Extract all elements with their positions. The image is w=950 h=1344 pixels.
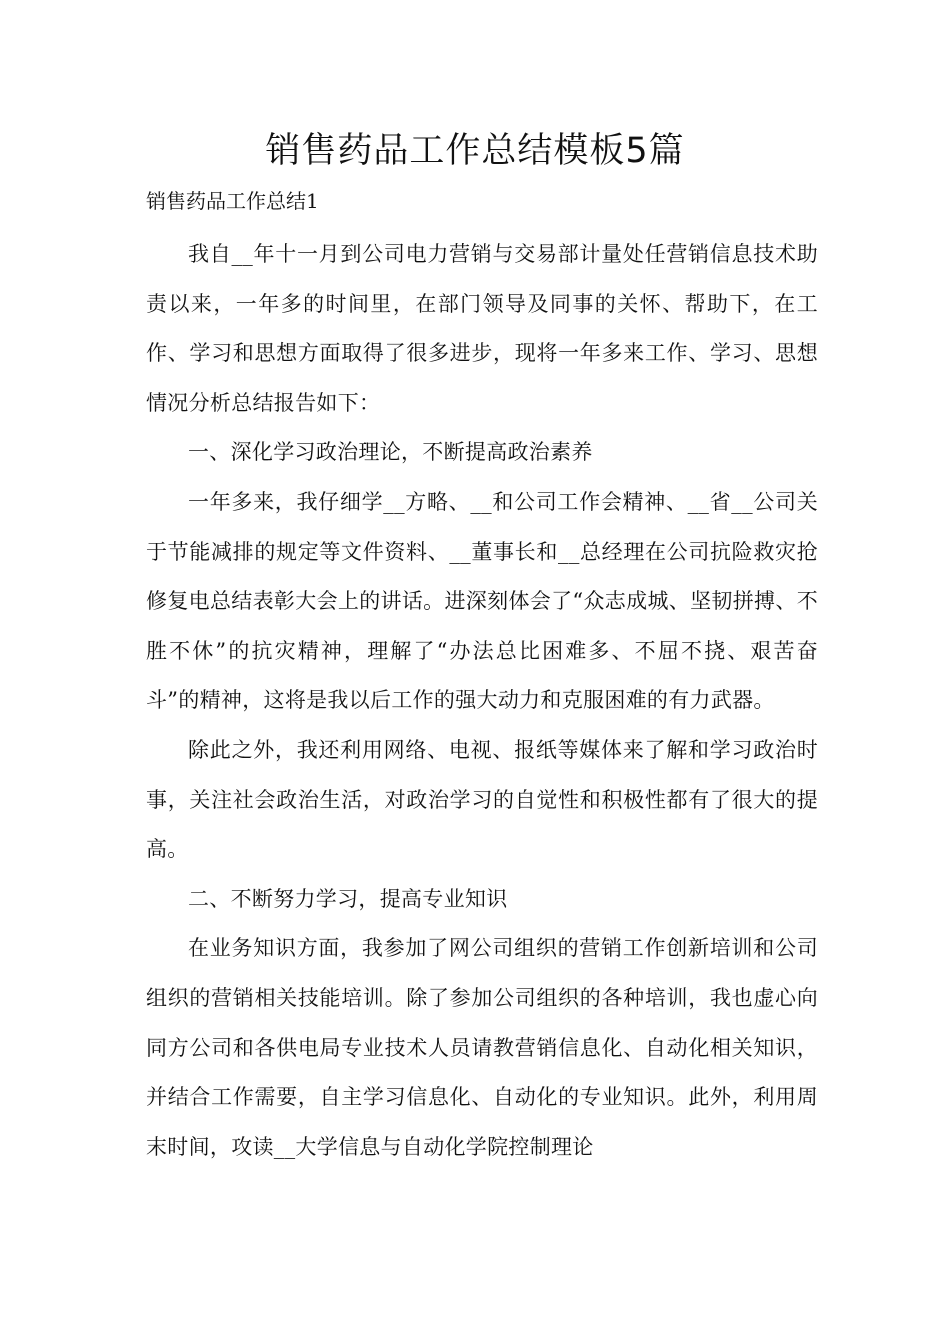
paragraph-political-study: 一年多来，我仔细学__方略、__和公司工作会精神、__省__公司关于节能减排的规定等文件资料、__董事长和__总经理在公司抗险救灾抢修复电总结表彰大会上的讲话。进深刻体会了“众志成城、坚韧拼搏、不胜不休”的抗灾精神，理解了“办法总比困难多、不屈不挠、艰苦奋斗”的精神，这将是我以后工作的强大动力和克服困难的有力武器。 [146, 489, 818, 713]
document-body [146, 230, 818, 1172]
paragraph-intro: 我自__年十一月到公司电力营销与交易部计量处任营销信息技术助责以来，一年多的时间里，在部门领导及同事的关怀、帮助下，在工作、学习和思想方面取得了很多进步，现将一年多来工作、学习、思想情况分析总结报告如下： [146, 242, 818, 415]
paragraph-professional-knowledge: 在业务知识方面，我参加了网公司组织的营销工作创新培训和公司组织的营销相关技能培训。除了参加公司组织的各种培训，我也虚心向同方公司和各供电局专业技术人员请教营销信息化、自动化相关知识，并结合工作需要，自主学习信息化、自动化的专业知识。此外，利用周末时间，攻读__大学信息与自动化学院控制理论 [146, 936, 818, 1159]
section-subtitle: 销售药品工作总结1 [146, 189, 319, 213]
document-title: 销售药品工作总结模板5篇 [265, 131, 685, 171]
paragraph-media-study: 除此之外，我还利用网络、电视、报纸等媒体来了解和学习政治时事，关注社会政治生活，对政治学习的自觉性和积极性都有了很大的提高。 [146, 737, 818, 862]
heading-professional-knowledge: 二、不断努力学习，提高专业知识 [188, 886, 508, 911]
heading-political-study: 一、深化学习政治理论，不断提高政治素养 [188, 440, 593, 465]
